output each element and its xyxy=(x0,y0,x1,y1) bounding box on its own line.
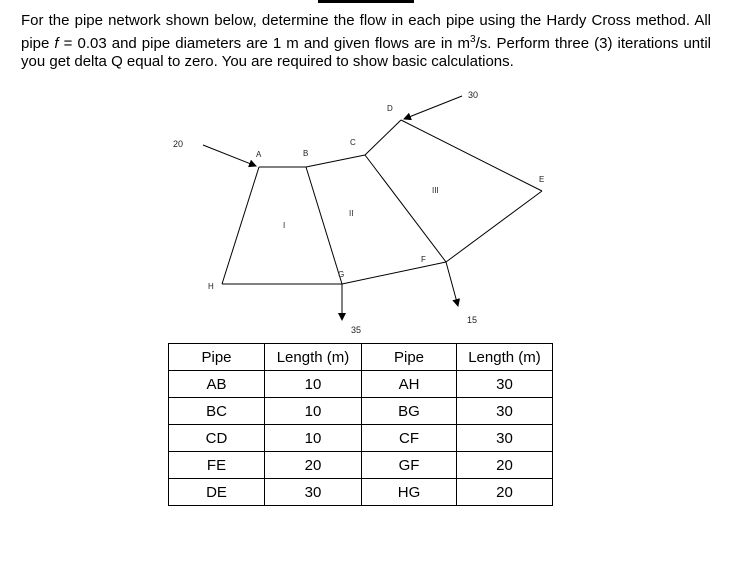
table-cell: 20 xyxy=(457,452,553,479)
table-cell: 20 xyxy=(265,452,362,479)
flow-label-outflow-F: 15 xyxy=(467,315,478,325)
node-label-C: C xyxy=(350,138,356,147)
table-row xyxy=(169,398,553,425)
table-cell: GF xyxy=(362,452,457,479)
pipe-DE xyxy=(401,120,545,191)
inflow-A-arrow xyxy=(203,145,256,166)
table-cell: 10 xyxy=(265,425,362,452)
node-label-H: H xyxy=(208,282,214,291)
table-cell: 30 xyxy=(457,371,553,398)
table-cell: AB xyxy=(169,371,265,398)
table-row xyxy=(169,479,553,506)
table-cell: BC xyxy=(169,398,265,425)
table-cell: 30 xyxy=(265,479,362,506)
pipe-GF xyxy=(342,262,446,284)
table-cell: 10 xyxy=(265,398,362,425)
node-label-B: B xyxy=(303,149,309,158)
node-label-A: A xyxy=(256,150,262,159)
outflow-F-arrow xyxy=(446,262,458,306)
friction-factor-symbol: f xyxy=(54,34,59,52)
problem-statement: For the pipe network shown below, determine the flow in each pipe using the Hardy Cross method. All pipe f = 0.03 and pipe diameters are 1 m and given flows are in $m^3/s$. Perform three (3) iterations until you get delta Q equal to zero. You are required to show basic calculations. xyxy=(21,12,711,70)
table-cell: 30 xyxy=(457,425,553,452)
table-cell: 10 xyxy=(265,371,362,398)
table-cell: 30 xyxy=(457,398,553,425)
node-label-E: E xyxy=(539,175,545,184)
table-cell: BG xyxy=(362,398,457,425)
inflow-D-arrow xyxy=(404,96,462,119)
table-cell: 20 xyxy=(457,479,553,506)
loop-label-II: II xyxy=(349,209,354,218)
pipe-FE xyxy=(446,191,542,262)
pipe-CF xyxy=(365,155,446,262)
table-cell: HG xyxy=(362,479,457,506)
flow-label-inflow-D: 30 xyxy=(468,90,479,100)
table-cell: FE xyxy=(169,452,265,479)
node-label-F: F xyxy=(421,255,426,264)
column-header-pipe-2: Pipe xyxy=(362,344,457,371)
flow-label-outflow-G: 35 xyxy=(351,325,362,335)
pipe-BC xyxy=(306,155,365,167)
node-label-D: D xyxy=(387,104,393,113)
table-cell: DE xyxy=(169,479,265,506)
table-row xyxy=(169,452,553,479)
table-cell: CD xyxy=(169,425,265,452)
pipe-BG xyxy=(306,167,345,284)
node-label-G: G xyxy=(338,270,345,279)
flow-label-inflow-A: 20 xyxy=(173,139,184,149)
table-row xyxy=(169,371,553,398)
table-cell: CF xyxy=(362,425,457,452)
column-header-length-2: Length (m) xyxy=(457,344,553,371)
table-header-row xyxy=(169,344,553,371)
pipe-CD xyxy=(365,120,401,155)
column-header-length: Length (m) xyxy=(265,344,362,371)
pipe-length-table xyxy=(168,343,553,506)
loop-label-III: III xyxy=(432,186,439,195)
column-header-pipe: Pipe xyxy=(169,344,265,371)
loop-label-I: I xyxy=(283,221,286,230)
pipe-AH xyxy=(222,167,259,284)
table-row xyxy=(169,425,553,452)
table-cell: AH xyxy=(362,371,457,398)
